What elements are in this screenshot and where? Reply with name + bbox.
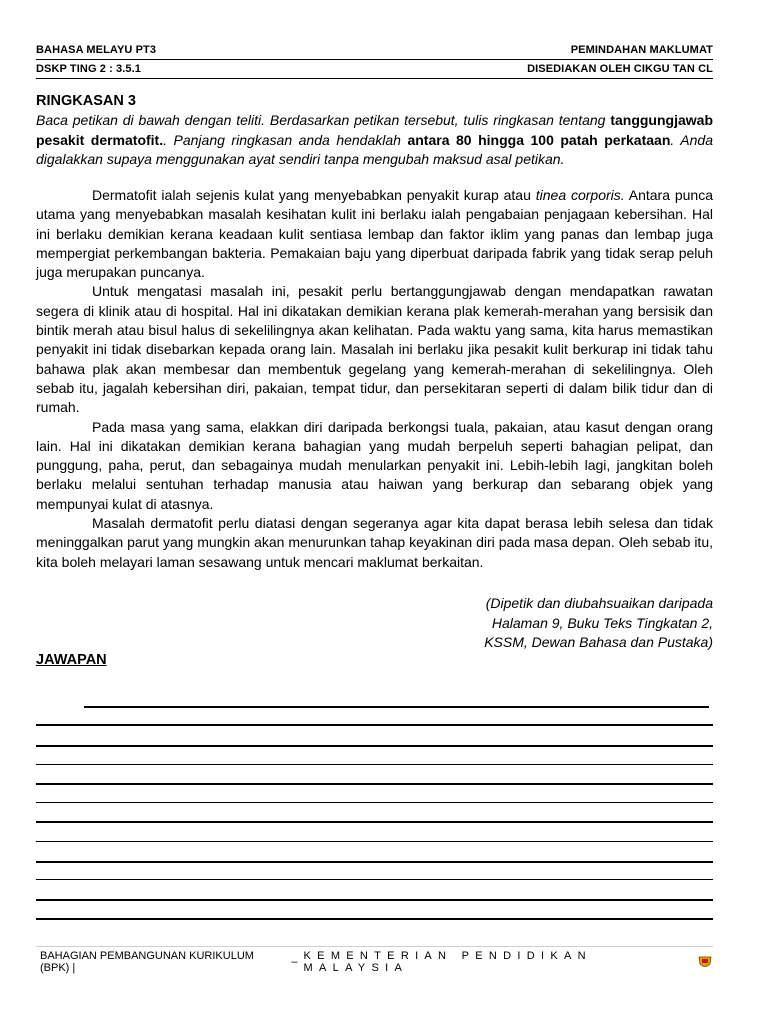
citation-line-2: Halaman 9, Buku Teks Tingkatan 2, <box>491 614 713 631</box>
page-title: RINGKASAN 3 <box>36 93 136 109</box>
coat-of-arms-icon <box>697 955 713 969</box>
header-bottom-divider <box>36 78 713 79</box>
answer-line[interactable] <box>36 899 713 901</box>
paragraph-1-italic-term: tinea corporis. <box>535 187 625 203</box>
instructions-part-1: Baca petikan di bawah dengan teliti. Berdasarkan petikan tersebut, tulis ringkasan tentang <box>36 112 611 128</box>
passage-paragraph-3: Pada masa yang sama, elakkan diri daripada berkongsi tuala, pakaian, atau kasut dengan orang lain. Hal ini dikatakan demikian kerana bahagian yang mudah berpeluh seperti bahagian pelipat, dan punggung, paha, perut, dan sebagainya mudah menularkan penyakit ini. Lebih-lebih lagi, jangkitan boleh berlaku melalui sentuhan terhadap manusia atau haiwan yang berkurap dan sebarang objek yang mempunyai kulat di atasnya. <box>36 418 713 512</box>
header-divider <box>36 59 713 60</box>
header-row-top <box>36 44 713 56</box>
citation-line-1: (Dipetik dan diubahsuaikan daripada <box>485 595 713 611</box>
passage-paragraph-1 <box>36 186 713 282</box>
answer-line[interactable] <box>36 745 713 747</box>
answer-line[interactable] <box>36 821 713 823</box>
answer-line[interactable] <box>84 706 709 708</box>
topic-label: PEMINDAHAN MAKLUMAT <box>570 44 713 56</box>
dskp-label: DSKP TING 2 : 3.5.1 <box>36 63 142 75</box>
paragraph-1-text-b: Antara punca utama yang menyebabkan masalah kesihatan kulit ini berlaku ialah pengabaian penjagaan kebersihan. Hal ini berlaku demikian kerana keadaan kulit sentiasa lembap dan faktor iklim yang panas dan lembap juga mempergiat perkembangan bakteria. Pemakaian baju yang diperbuat daripada fabrik yang tidak serap peluh juga merupakan puncanya. <box>36 187 713 281</box>
paragraph-1-text-a: Dermatofit ialah sejenis kulat yang menyebabkan penyakit kurap atau <box>92 187 536 203</box>
answer-line[interactable] <box>36 724 713 726</box>
instructions-bold-length: antara 80 hingga 100 patah perkataan <box>407 131 671 148</box>
instructions-part-2: . Panjang ringkasan anda hendaklah <box>163 131 408 148</box>
source-citation <box>300 594 713 653</box>
instructions <box>36 111 713 170</box>
answer-line[interactable] <box>36 918 713 920</box>
passage-paragraph-4: Masalah dermatofit perlu diatasi dengan segeranya agar kita dapat berasa lebih selesa dan tidak meninggalkan parut yang mungkin akan menurunkan tahap keyakinan diri pada masa depan. Oleh sebab itu, kita boleh melayari laman sesawang untuk mencari maklumat berkaitan. <box>36 515 713 570</box>
footer-bpk: BAHAGIAN PEMBANGUNAN KURIKULUM (BPK) | <box>40 950 254 974</box>
footer-ministry: KEMENTERIAN PENDIDIKAN MALAYSIA <box>303 950 592 974</box>
answer-line[interactable] <box>36 861 713 863</box>
citation-line-3: KSSM, Dewan Bahasa dan Pustaka) <box>484 634 713 650</box>
footer-divider <box>36 946 713 947</box>
passage-paragraph-2: Untuk mengatasi masalah ini, pesakit perlu bertanggungjawab dengan mendapatkan rawatan segera di klinik atau di hospital. Hal ini dikatakan demikian kerana plak kemerah-merahan yang bersisik dan bintik merah atau bisul halus di sekelilingnya akan kelihatan. Pada waktu yang sama, kita harus memastikan penyakit ini tidak disebarkan kepada orang lain. Masalah ini berlaku jika pesakit kulit berkurap ini tidak tahu bahawa plak akan membesar dan membentuk gegelang yang kemerah-merahan di sekelilingnya. Oleh sebab itu, jagalah kebersihan diri, pakaian, tempat tidur, dan persekitaran seperti di dalam bilik tidur dan di rumah. <box>36 283 713 416</box>
author-label: DISEDIAKAN OLEH CIKGU TAN CL <box>527 63 713 75</box>
passage <box>36 186 713 572</box>
header-row-bottom <box>36 63 713 75</box>
instructions-bold-topic: tanggungjawab pesakit dermatofit. <box>36 112 713 148</box>
subject-label: BAHASA MELAYU PT3 <box>36 44 157 56</box>
answer-line[interactable] <box>36 764 713 765</box>
answer-line[interactable] <box>36 783 713 785</box>
answer-line[interactable] <box>36 802 713 803</box>
footer <box>40 950 713 974</box>
answer-line[interactable] <box>36 841 713 842</box>
answer-line[interactable] <box>36 879 713 880</box>
footer-dash: – <box>291 956 298 968</box>
instructions-part-3: . Anda digalakkan supaya menggunakan ayat sendiri tanpa mengubah maksud asal petikan. <box>36 131 713 167</box>
answer-heading: JAWAPAN <box>36 652 107 668</box>
